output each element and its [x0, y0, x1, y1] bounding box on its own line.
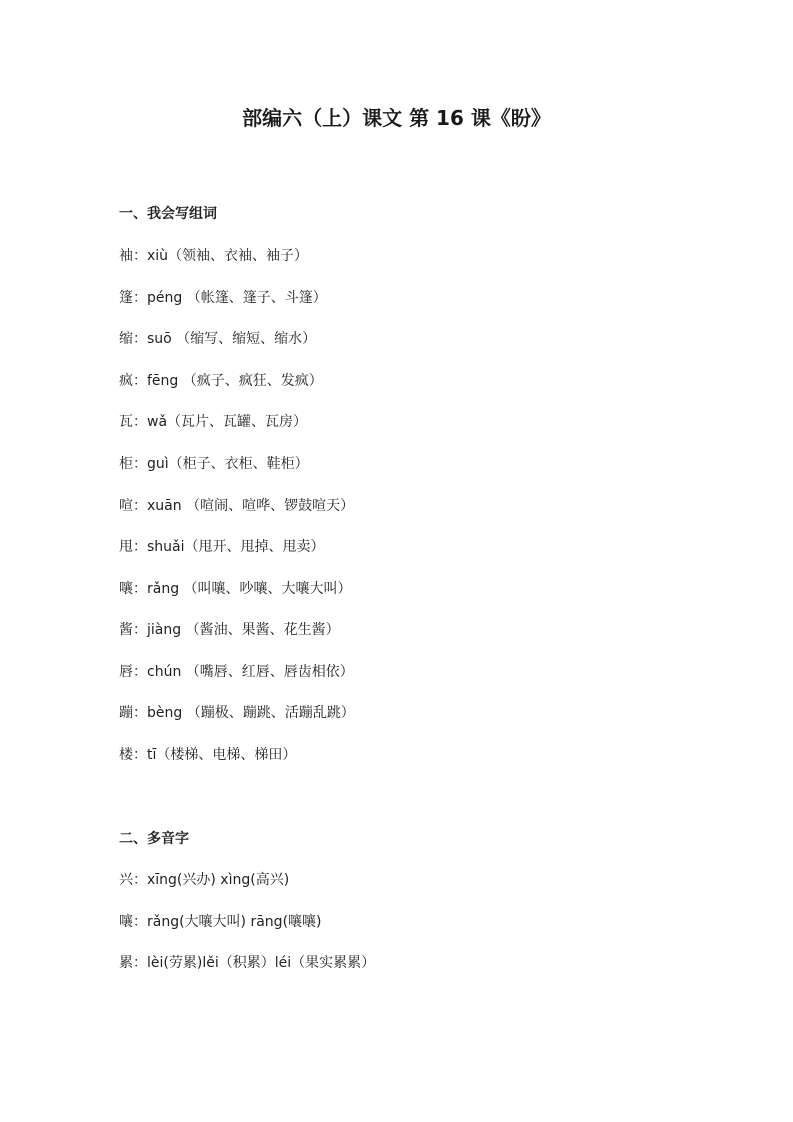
polyphone-line [119, 912, 322, 932]
vocab-char: 疯 [119, 373, 133, 389]
vocab-separator: ： [133, 747, 147, 763]
polyphone-readings: lèi(劳累)lěi（积累）léi（果实累累） [147, 955, 376, 971]
vocab-separator: ： [133, 539, 147, 555]
vocab-words: （蹦极、蹦跳、活蹦乱跳） [182, 705, 355, 721]
polyphone-line [119, 870, 289, 890]
vocab-line [119, 579, 352, 599]
vocab-char: 唇 [119, 664, 133, 680]
vocab-pinyin: rǎng [147, 581, 180, 597]
vocab-pinyin: xuān [147, 498, 182, 514]
vocab-line [119, 745, 296, 765]
vocab-separator: ： [133, 248, 147, 264]
vocab-pinyin: bèng [147, 705, 183, 721]
vocab-separator: ： [133, 622, 147, 638]
vocab-char: 酱 [119, 622, 133, 638]
vocab-words: （瓦片、瓦罐、瓦房） [167, 414, 308, 430]
vocab-separator: ： [133, 373, 147, 389]
vocab-line [119, 454, 309, 474]
vocab-char: 袖 [119, 248, 133, 264]
vocab-words: （甩开、甩掉、甩卖） [184, 539, 325, 555]
vocab-line [119, 329, 316, 349]
vocab-words: （喧闹、喧哗、锣鼓喧天） [181, 498, 355, 514]
polyphone-char: 嚷 [119, 914, 133, 930]
vocab-line [119, 371, 323, 391]
vocab-char: 蹦 [119, 705, 133, 721]
polyphone-separator: ： [133, 914, 147, 930]
vocab-separator: ： [133, 581, 147, 597]
vocab-pinyin: chún [147, 664, 182, 680]
vocab-char: 甩 [119, 539, 133, 555]
vocab-words: （缩写、缩短、缩水） [171, 331, 317, 347]
vocab-char: 楼 [119, 747, 133, 763]
vocab-pinyin: tī [147, 747, 157, 763]
vocab-char: 篷 [119, 290, 133, 306]
vocab-pinyin: suō [147, 331, 172, 347]
vocab-pinyin: jiàng [147, 622, 182, 638]
vocab-char: 喧 [119, 498, 133, 514]
section-heading-polyphones: 二、多音字 [119, 831, 189, 847]
polyphone-separator: ： [133, 955, 147, 971]
polyphone-char: 累 [119, 955, 133, 971]
vocab-line [119, 288, 327, 308]
vocab-separator: ： [133, 290, 147, 306]
vocab-char: 嚷 [119, 581, 133, 597]
vocab-char: 缩 [119, 331, 133, 347]
vocab-words: （叫嚷、吵嚷、大嚷大叫） [179, 581, 352, 597]
vocab-separator: ： [133, 331, 147, 347]
vocab-line [119, 246, 308, 266]
vocab-pinyin: fēng [147, 373, 179, 389]
vocab-line [119, 412, 307, 432]
vocab-words: （帐篷、篷子、斗篷） [182, 290, 327, 306]
polyphone-line [119, 953, 375, 973]
vocab-words: （酱油、果酱、花生酱） [181, 622, 340, 638]
vocab-separator: ： [133, 664, 147, 680]
page-title: 部编六（上）课文 第 16 课《盼》 [242, 106, 551, 130]
vocab-char: 瓦 [119, 414, 133, 430]
vocab-words: （楼梯、电梯、梯田） [156, 747, 297, 763]
vocab-separator: ： [133, 705, 147, 721]
vocab-pinyin: xiù [147, 248, 169, 264]
vocab-pinyin: wǎ [147, 414, 168, 430]
vocab-words: （疯子、疯狂、发疯） [178, 373, 323, 389]
vocab-separator: ： [133, 456, 147, 472]
polyphone-readings: rǎng(大嚷大叫) rāng(嚷嚷) [147, 914, 322, 930]
vocab-words: （嘴唇、红唇、唇齿相依） [181, 664, 354, 680]
polyphone-char: 兴 [119, 872, 133, 888]
vocab-line [119, 703, 355, 723]
polyphone-separator: ： [133, 872, 147, 888]
vocab-char: 柜 [119, 456, 133, 472]
vocab-separator: ： [133, 414, 147, 430]
vocab-pinyin: péng [147, 290, 183, 306]
section-heading-vocabulary: 一、我会写组词 [119, 206, 217, 222]
vocab-words: （领袖、衣袖、袖子） [168, 248, 309, 264]
vocab-words: （柜子、衣柜、鞋柜） [168, 456, 309, 472]
polyphone-readings: xīng(兴办) xìng(高兴) [147, 872, 290, 888]
vocab-pinyin: shuǎi [147, 539, 185, 555]
vocab-line [119, 496, 354, 516]
vocab-line [119, 537, 325, 557]
vocab-pinyin: guì [147, 456, 169, 472]
vocab-separator: ： [133, 498, 147, 514]
vocab-line [119, 620, 340, 640]
vocab-line [119, 662, 354, 682]
